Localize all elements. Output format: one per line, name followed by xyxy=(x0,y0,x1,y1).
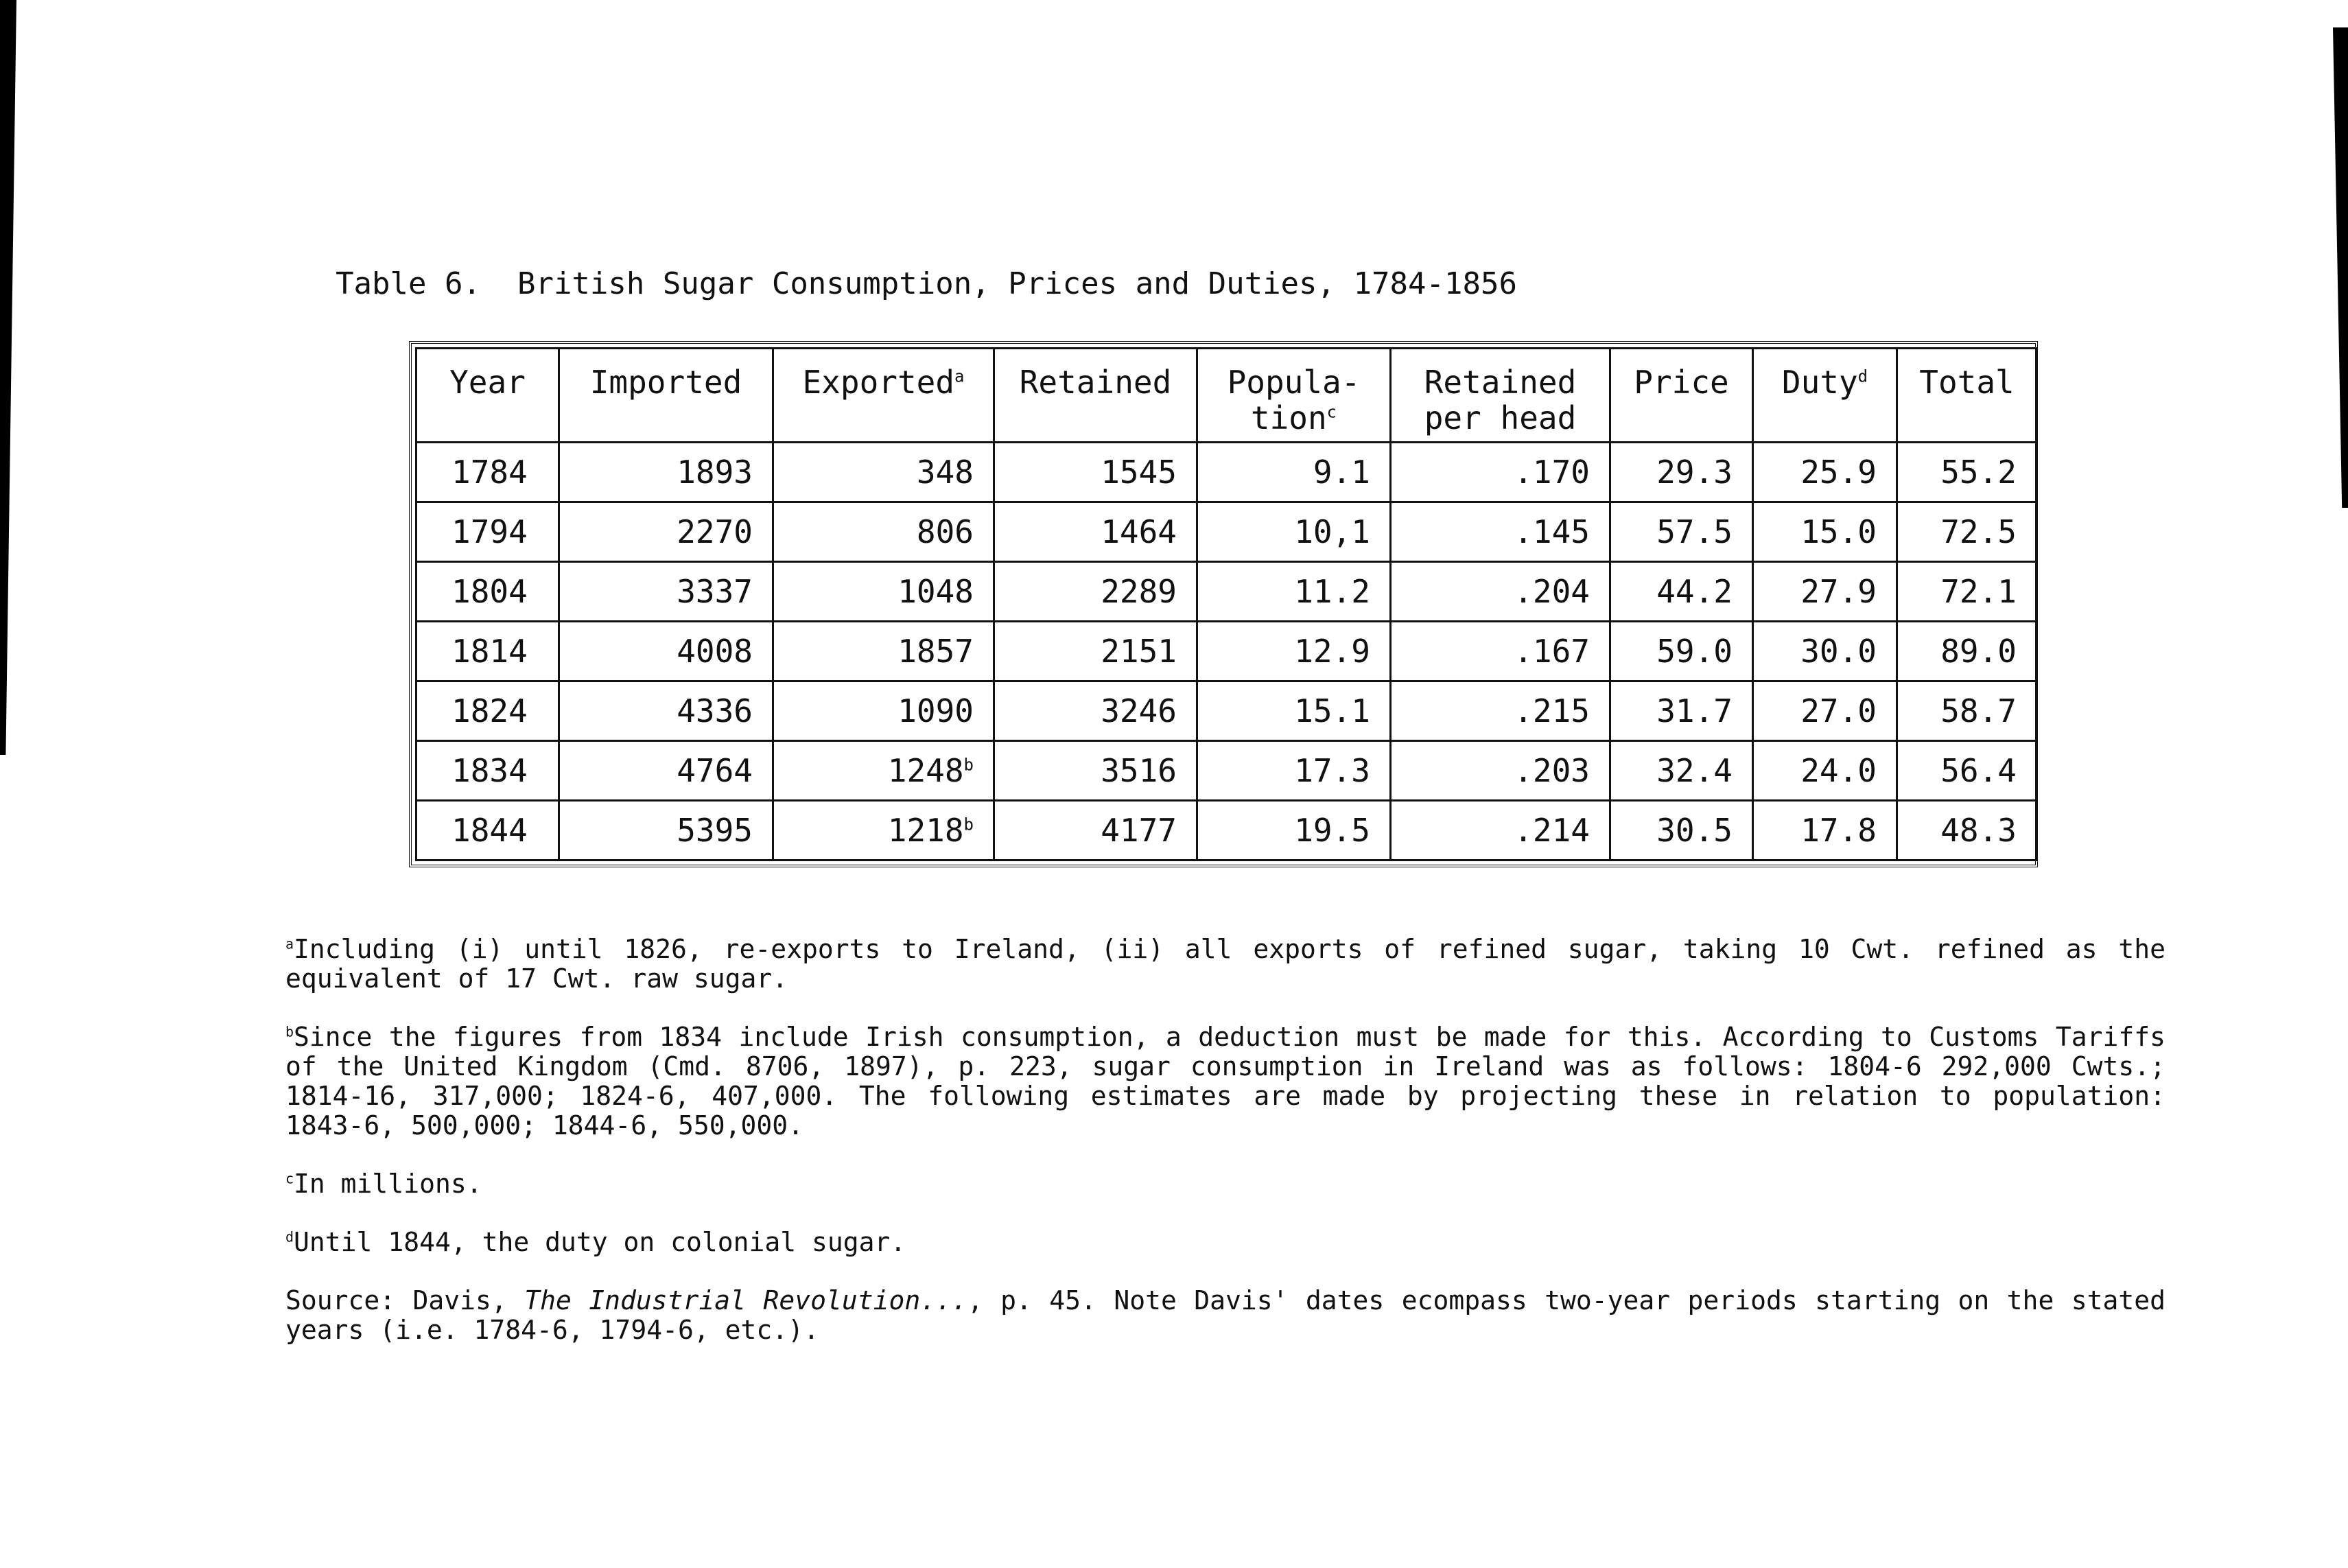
cell-year: 1834 xyxy=(416,741,559,801)
footnote-ref-c: c xyxy=(1326,402,1337,422)
footnote-ref-d: d xyxy=(1857,366,1868,386)
cell-retained: 1545 xyxy=(994,443,1197,502)
cell-retained: 3246 xyxy=(994,681,1197,741)
footnote-ref-b: b xyxy=(963,755,974,775)
table-row xyxy=(416,502,2037,562)
footnote-mark: c xyxy=(285,1170,294,1187)
cell-exported: 1090 xyxy=(773,681,994,741)
footnote-d: $^d$Until 1844, the duty on colonial sugar. xyxy=(285,1227,906,1257)
table-row xyxy=(416,801,2037,861)
cell-exported: 806 xyxy=(773,502,994,562)
col-header-imported: Imported xyxy=(559,349,773,443)
cell-imported: 5395 xyxy=(559,801,773,861)
cell-exported: 1048 xyxy=(773,562,994,622)
footnote-c: $^c$In millions. xyxy=(285,1169,482,1199)
cell-population: 15.1 xyxy=(1197,681,1391,741)
cell-retained-per-head: .214 xyxy=(1391,801,1610,861)
cell-year: 1844 xyxy=(416,801,559,861)
cell-imported: 4764 xyxy=(559,741,773,801)
table-row xyxy=(416,443,2037,502)
cell-total: 58.7 xyxy=(1897,681,2037,741)
footnote-mark: b xyxy=(285,1023,294,1040)
cell-exported: 348 xyxy=(773,443,994,502)
table-title: Table 6. British Sugar Consumption, Prices and Duties, 1784-1856 xyxy=(336,266,1517,301)
cell-population: 17.3 xyxy=(1197,741,1391,801)
cell-retained: 3516 xyxy=(994,741,1197,801)
cell-duty: 27.0 xyxy=(1753,681,1897,741)
col-header-price: Price xyxy=(1610,349,1753,443)
cell-population: 10,1 xyxy=(1197,502,1391,562)
cell-imported: 4008 xyxy=(559,622,773,681)
cell-duty: 25.9 xyxy=(1753,443,1897,502)
cell-total: 72.5 xyxy=(1897,502,2037,562)
col-header-retained: Retained xyxy=(994,349,1197,443)
col-header-total: Total xyxy=(1897,349,2037,443)
cell-population: 9.1 xyxy=(1197,443,1391,502)
cell-price: 30.5 xyxy=(1610,801,1753,861)
table-frame xyxy=(409,341,2038,867)
cell-retained: 2289 xyxy=(994,562,1197,622)
cell-total: 55.2 xyxy=(1897,443,2037,502)
scan-edge-right xyxy=(2333,27,2348,508)
cell-population: 11.2 xyxy=(1197,562,1391,622)
cell-retained: 1464 xyxy=(994,502,1197,562)
header-row xyxy=(416,349,2037,443)
footnotes xyxy=(285,935,2165,1374)
col-header-year: Year xyxy=(416,349,559,443)
cell-population: 19.5 xyxy=(1197,801,1391,861)
cell-exported: 1248$^b$ xyxy=(773,741,994,801)
cell-imported: 1893 xyxy=(559,443,773,502)
col-header-exported: Exported$^a$ xyxy=(773,349,994,443)
table-row xyxy=(416,681,2037,741)
cell-retained-per-head: .145 xyxy=(1391,502,1610,562)
cell-imported: 3337 xyxy=(559,562,773,622)
cell-year: 1814 xyxy=(416,622,559,681)
cell-retained-per-head: .215 xyxy=(1391,681,1610,741)
cell-price: 59.0 xyxy=(1610,622,1753,681)
footnote-a: $^a$Including (i) until 1826, re-exports to Ireland, (ii) all exports of refined sugar, taking 10 Cwt. refined as the equivalent of 17 Cwt. raw sugar. xyxy=(285,934,2165,994)
col-header-duty: Duty$^d$ xyxy=(1753,349,1897,443)
cell-exported: 1218$^b$ xyxy=(773,801,994,861)
col-header-retained-per-head: Retained per head xyxy=(1391,349,1610,443)
footnote-ref-b: b xyxy=(963,815,974,834)
footnote-b: $^b$Since the figures from 1834 include Irish consumption, a deduction must be made for this. According to Customs Tariffs of the United Kingdom (Cmd. 8706, 1897), p. 223, sugar consumption in Ireland was as follows: 1804-6 292,000 Cwts.; 1814-16, 317,000; 1824-6, 407,000. The following estimates are made by projecting these in relation to population: 1843-6, 500,000; 1844-6, 550,000. xyxy=(285,1022,2165,1140)
footnote-ref-a: a xyxy=(954,366,965,386)
cell-duty: 15.0 xyxy=(1753,502,1897,562)
cell-price: 44.2 xyxy=(1610,562,1753,622)
cell-retained: 4177 xyxy=(994,801,1197,861)
cell-duty: 30.0 xyxy=(1753,622,1897,681)
cell-total: 72.1 xyxy=(1897,562,2037,622)
cell-price: 57.5 xyxy=(1610,502,1753,562)
cell-year: 1784 xyxy=(416,443,559,502)
cell-price: 31.7 xyxy=(1610,681,1753,741)
table-row xyxy=(416,562,2037,622)
scan-edge-left xyxy=(0,0,16,755)
cell-retained: 2151 xyxy=(994,622,1197,681)
cell-total: 89.0 xyxy=(1897,622,2037,681)
sugar-table xyxy=(415,347,2038,861)
source-book-title: The Industrial Revolution... xyxy=(524,1285,967,1315)
cell-year: 1824 xyxy=(416,681,559,741)
cell-year: 1804 xyxy=(416,562,559,622)
cell-duty: 27.9 xyxy=(1753,562,1897,622)
footnote-mark: d xyxy=(285,1228,294,1245)
cell-imported: 2270 xyxy=(559,502,773,562)
cell-retained-per-head: .170 xyxy=(1391,443,1610,502)
cell-population: 12.9 xyxy=(1197,622,1391,681)
cell-imported: 4336 xyxy=(559,681,773,741)
cell-retained-per-head: .167 xyxy=(1391,622,1610,681)
table-row xyxy=(416,741,2037,801)
cell-duty: 24.0 xyxy=(1753,741,1897,801)
table-row xyxy=(416,622,2037,681)
cell-price: 32.4 xyxy=(1610,741,1753,801)
cell-duty: 17.8 xyxy=(1753,801,1897,861)
cell-total: 56.4 xyxy=(1897,741,2037,801)
cell-total: 48.3 xyxy=(1897,801,2037,861)
cell-retained-per-head: .204 xyxy=(1391,562,1610,622)
col-header-population: Popula- tion$^c$ xyxy=(1197,349,1391,443)
source-note: Source: Davis, The Industrial Revolution..., p. 45. Note Davis' dates ecompass two-year periods starting on the stated years (i.e. 1784-6, 1794-6, etc.). xyxy=(285,1285,2165,1345)
footnote-mark: a xyxy=(285,935,294,952)
cell-year: 1794 xyxy=(416,502,559,562)
cell-exported: 1857 xyxy=(773,622,994,681)
cell-retained-per-head: .203 xyxy=(1391,741,1610,801)
cell-price: 29.3 xyxy=(1610,443,1753,502)
